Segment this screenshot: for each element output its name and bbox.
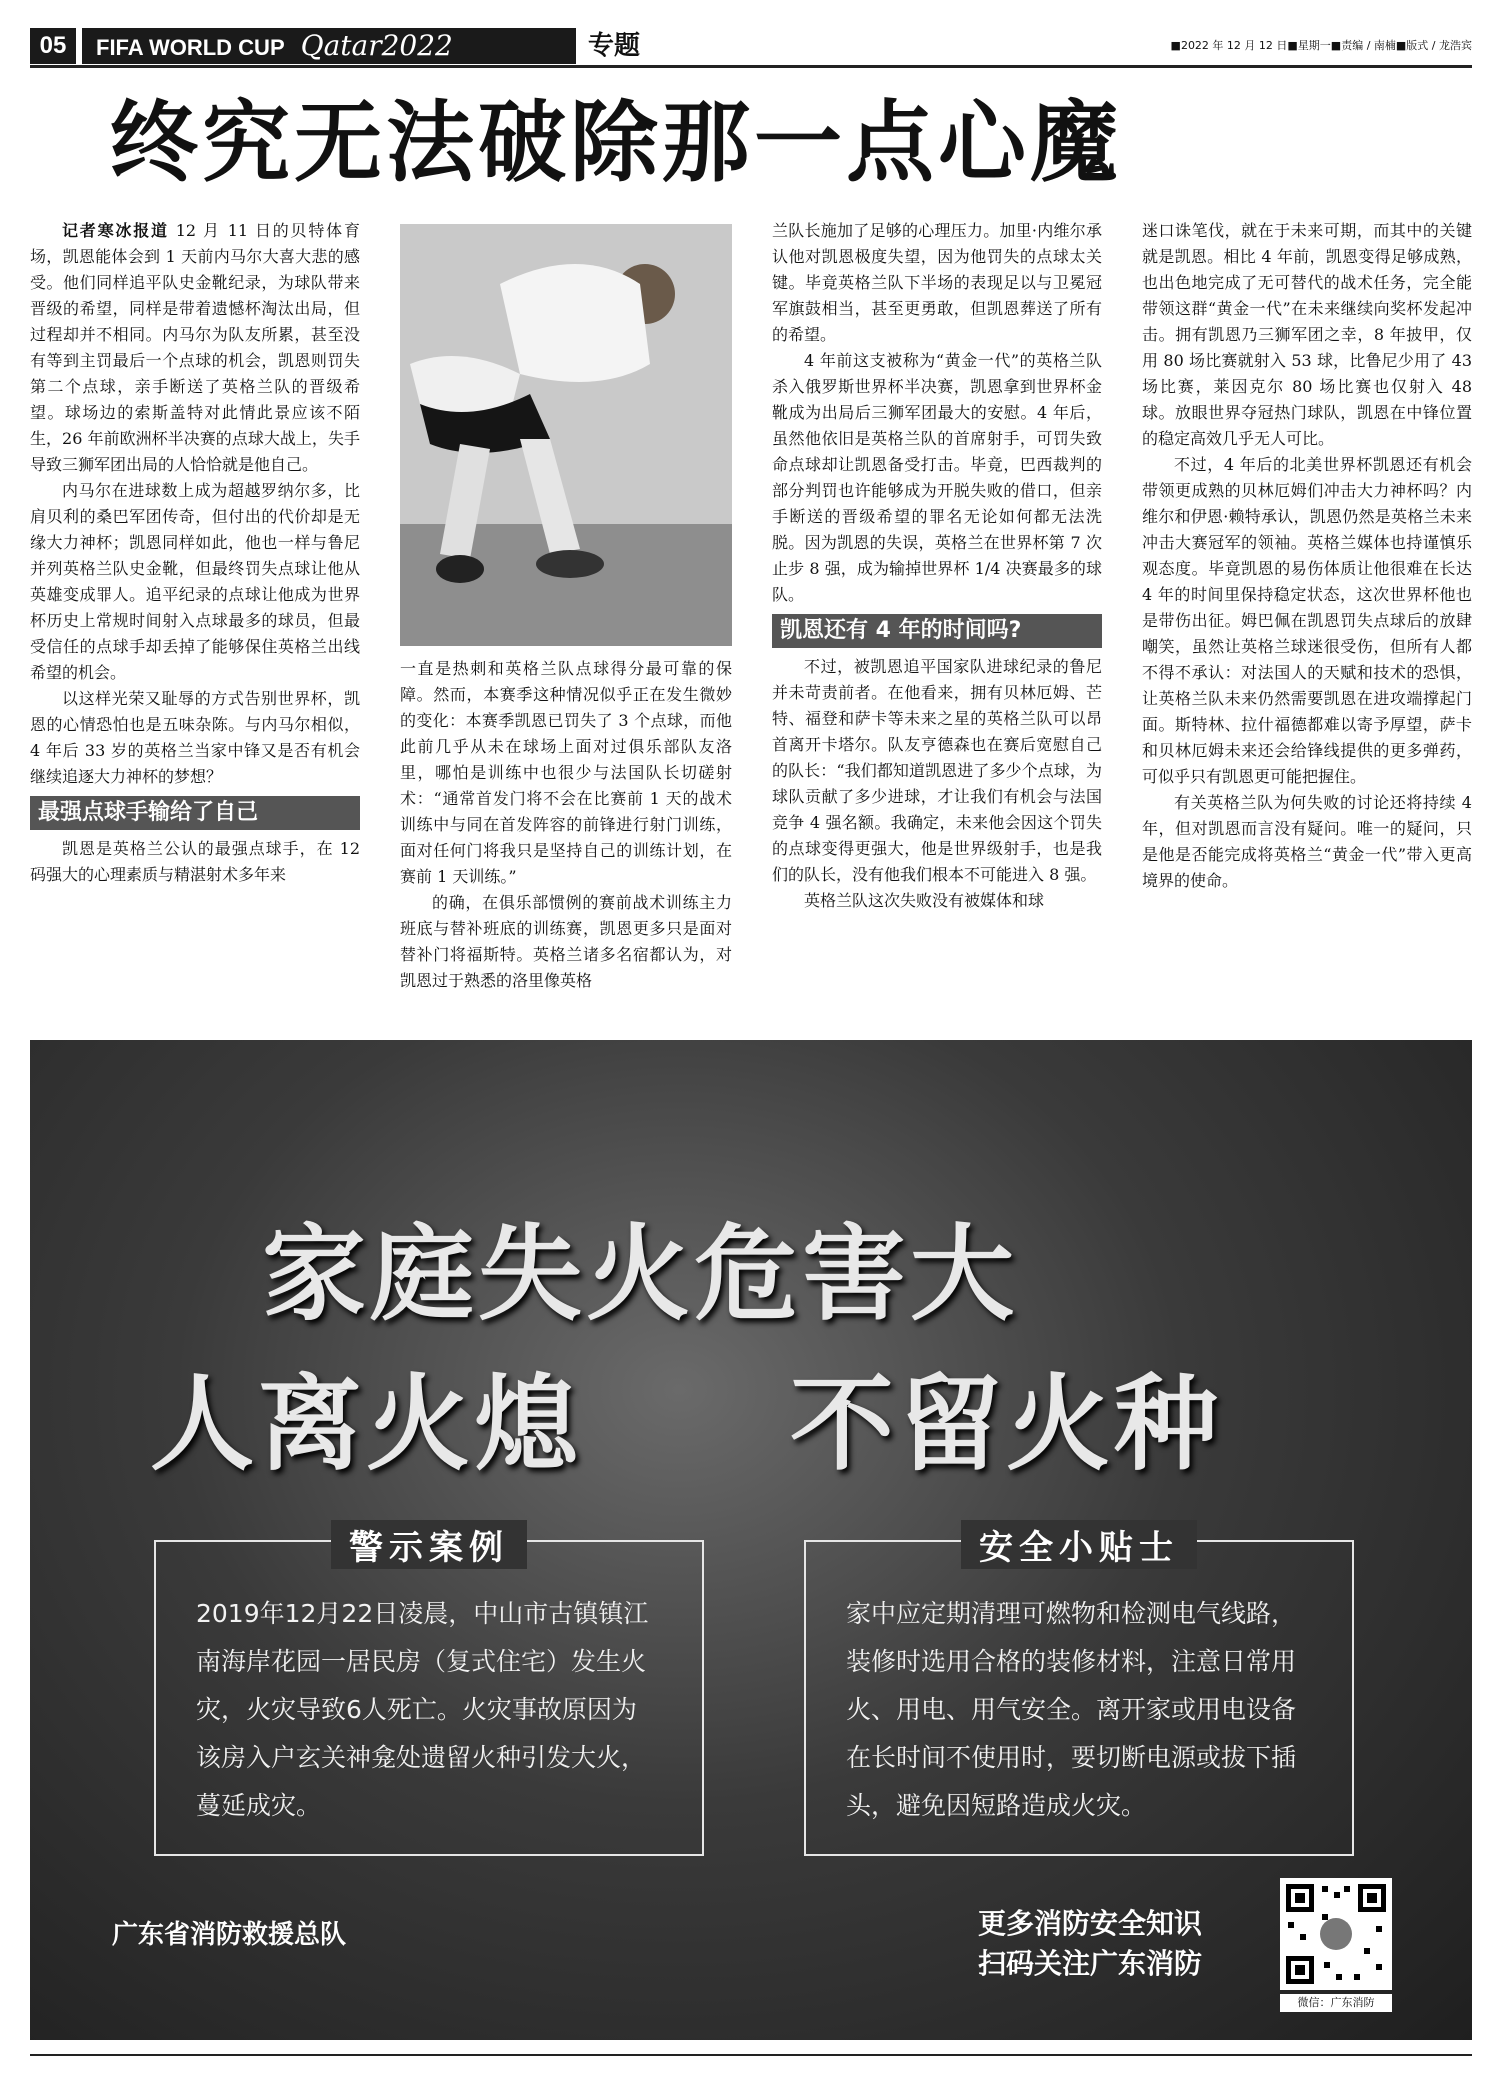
kneeling-player-image bbox=[400, 224, 732, 646]
paragraph: 一直是热刺和英格兰队点球得分最可靠的保障。然而，本赛季这种情况似乎正在发生微妙的变化：本赛季凯恩已罚失了 3 个点球，而他此前几乎从未在球场上面对过俱乐部队友洛里，哪怕是训练中也很少与法国队长切磋射术：“通常首发门将不会在比赛前 1 天的战术训练中与同在首发阵容的前锋进行射门训练，面对任何门将我只是坚持自己的训练计划，在赛前 1 天训练。” bbox=[400, 659, 732, 886]
footer-rule bbox=[30, 2054, 1472, 2056]
section-banner bbox=[82, 28, 576, 64]
paragraph: 凯恩是英格兰公认的最强点球手，在 12 码强大的心理素质与精湛射术多年来 bbox=[30, 839, 360, 884]
article-column-1 bbox=[30, 218, 360, 888]
follow-line-1: 更多消防安全知识 bbox=[978, 1907, 1203, 1940]
player-photo bbox=[400, 224, 732, 646]
article-column-3 bbox=[772, 218, 1102, 914]
warning-case-box bbox=[154, 1528, 704, 1856]
fire-safety-ad bbox=[30, 1040, 1472, 2040]
ad-slogan-line-2a: 人离火熄 bbox=[150, 1363, 583, 1485]
paragraph: 的确，在俱乐部惯例的赛前战术训练主力班底与替补班底的训练赛，凯恩更多只是面对替补门将福斯特。英格兰诸多名宿都认为，对凯恩过于熟悉的洛里像英格 bbox=[400, 893, 732, 990]
paragraph: 内马尔在进球数上成为超越罗纳尔多，比肩贝利的桑巴军团传奇，但付出的代价却是无缘大力神杯；凯恩同样如此，他也一样与鲁尼并列英格兰队史金靴，但最终罚失点球让他从英雄变成罪人。追平纪录的点球让他成为世界杯历史上常规时间射入点球最多的球员，但最受信任的点球手却丢掉了能够保住英格兰出线希望的机会。 bbox=[30, 481, 360, 682]
paragraph: 兰队长施加了足够的心理压力。加里·内维尔承认他对凯恩极度失望，因为他罚失的点球太关键。毕竟英格兰队下半场的表现足以与卫冕冠军旗鼓相当，甚至更勇敢，但凯恩葬送了所有的希望。 bbox=[772, 221, 1102, 344]
subheading: 凯恩还有 4 年的时间吗? bbox=[772, 614, 1102, 648]
qatar-logo: Qatar2022 bbox=[300, 29, 453, 62]
ad-slogan-line-2b: 不留火种 bbox=[790, 1363, 1223, 1485]
safety-tips-text: 家中应定期清理可燃物和检测电气线路，装修时选用合格的装修材料，注意日常用火、用电、用气安全。离开家或用电设备在长时间不使用时，要切断电源或拔下插头，避免因短路造成火灾。 bbox=[846, 1599, 1297, 1820]
topic-label: 专题 bbox=[588, 31, 641, 61]
article-column-4 bbox=[1142, 218, 1472, 894]
page-number: 05 bbox=[30, 28, 76, 64]
qr-code-icon[interactable] bbox=[1280, 1878, 1392, 1990]
paragraph: 有关英格兰队为何失败的讨论还将持续 4 年，但对凯恩而言没有疑问。唯一的疑问，只是他是否能完成将英格兰“黄金一代”带入更高境界的使命。 bbox=[1142, 793, 1472, 890]
headline: 终究无法破除那一点心魔 bbox=[110, 90, 1123, 194]
paragraph: 以这样光荣又耻辱的方式告别世界杯，凯恩的心情恐怕也是五味杂陈。与内马尔相似，4 年后 33 岁的英格兰当家中锋又是否有机会继续追逐大力神杯的梦想？ bbox=[30, 689, 360, 786]
safety-tips-box bbox=[804, 1528, 1354, 1856]
qr-label: 微信：广东消防 bbox=[1280, 1994, 1392, 2012]
article-column-2 bbox=[400, 656, 732, 994]
paragraph: 迷口诛笔伐，就在于未来可期，而其中的关键就是凯恩。相比 4 年前，凯恩变得足够成熟，也出色地完成了无可替代的战术任务，完全能带领这群“黄金一代”在未来继续向奖杯发起冲击。拥有凯恩乃三狮军团之幸，8 年披甲，仅用 80 场比赛就射入 53 球，比鲁尼少用了 43 场比赛，莱因克尔 80 场比赛也仅射入 48 球。放眼世界夺冠热门球队，凯恩在中锋位置的稳定高效几乎无人可比。 bbox=[1142, 221, 1472, 448]
paragraph: 不过，4 年后的北美世界杯凯恩还有机会带领更成熟的贝林厄姆们冲击大力神杯吗？内维尔和伊恩·赖特承认，凯恩仍然是英格兰未来冲击大赛冠军的领袖。英格兰媒体也持谨慎乐观态度。毕竟凯恩的易伤体质让他很难在长达 4 年的时间里保持稳定状态，这次世界杯他也是带伤出征。姆巴佩在凯恩罚失点球后的放肆嘲笑，虽然让英格兰球迷很受伤，但所有人都不得不承认：对法国人的天赋和技术的恐惧，让英格兰队未来仍然需要凯恩在进攻端撑起门面。斯特林、拉什福德都难以寄予厚望，萨卡和贝林厄姆未来还会给锋线提供的更多弹药，可似乎只有凯恩更可能把握住。 bbox=[1142, 455, 1472, 786]
warning-case-text: 2019年12月22日凌晨，中山市古镇镇江南海岸花园一居民房（复式住宅）发生火灾，火灾导致6人死亡。火灾事故原因为该房入户玄关神龛处遗留火种引发大火，蔓延成灾。 bbox=[196, 1599, 649, 1820]
organization-name: 广东省消防救援总队 bbox=[112, 1920, 347, 1950]
issue-meta: ■2022 年 12 月 12 日■星期一■责编 / 南楠■版式 / 龙浩宾 bbox=[1170, 39, 1472, 52]
warning-case-title: 警示案例 bbox=[331, 1520, 527, 1569]
page-header bbox=[30, 28, 1472, 64]
paragraph: 不过，被凯恩追平国家队进球纪录的鲁尼并未苛责前者。在他看来，拥有贝林厄姆、芒特、福登和萨卡等未来之星的英格兰队可以昂首离开卡塔尔。队友亨德森也在赛后宽慰自己的队长：“我们都知道凯恩进了多少个点球，为球队贡献了多少进球，才让我们有机会与法国竞争 4 强名额。我确定，未来他会因这个罚失的点球变得更强大，他是世界级射手，也是我们的队长，没有他我们根本不可能进入 8 强。 bbox=[772, 657, 1102, 884]
paragraph: 英格兰队这次失败没有被媒体和球 bbox=[804, 891, 1045, 910]
follow-prompt bbox=[978, 1904, 1202, 1984]
ad-slogan-line-1: 家庭失火危害大 bbox=[262, 1213, 1019, 1335]
paragraph: 12 月 11 日的贝特体育场，凯恩能体会到 1 天前内马尔大喜大悲的感受。他们同样追平队史金靴纪录，为球队带来晋级的希望，同样是带着遗憾杯淘汰出局，但过程却并不相同。内马尔为队友所累，甚至没有等到主罚最后一个点球的机会，凯恩则罚失第二个点球，亲手断送了英格兰队的晋级希望。球场边的索斯盖特对此情此景应该不陌生，26 年前欧洲杯半决赛的点球大战上，失手导致三狮军团出局的人恰恰就是他自己。 bbox=[30, 221, 360, 474]
paragraph: 4 年前这支被称为“黄金一代”的英格兰队杀入俄罗斯世界杯半决赛，凯恩拿到世界杯金靴成为出局后三狮军团最大的安慰。4 年后，虽然他依旧是英格兰队的首席射手，可罚失致命点球却让凯恩备受打击。毕竟，巴西裁判的部分判罚也许能够成为开脱失败的借口，但亲手断送的晋级希望的罪名无论如何都无法洗脱。因为凯恩的失误，英格兰在世界杯第 7 次止步 8 强，成为输掉世界杯 1/4 决赛最多的球队。 bbox=[772, 351, 1102, 604]
subheading: 最强点球手输给了自己 bbox=[30, 796, 360, 830]
safety-tips-title: 安全小贴士 bbox=[961, 1520, 1197, 1569]
fifa-label: FIFA WORLD CUP bbox=[96, 35, 285, 60]
byline: 记者寒冰报道 bbox=[62, 221, 169, 240]
header-rule bbox=[30, 65, 1472, 68]
follow-line-2: 扫码关注广东消防 bbox=[978, 1947, 1203, 1980]
